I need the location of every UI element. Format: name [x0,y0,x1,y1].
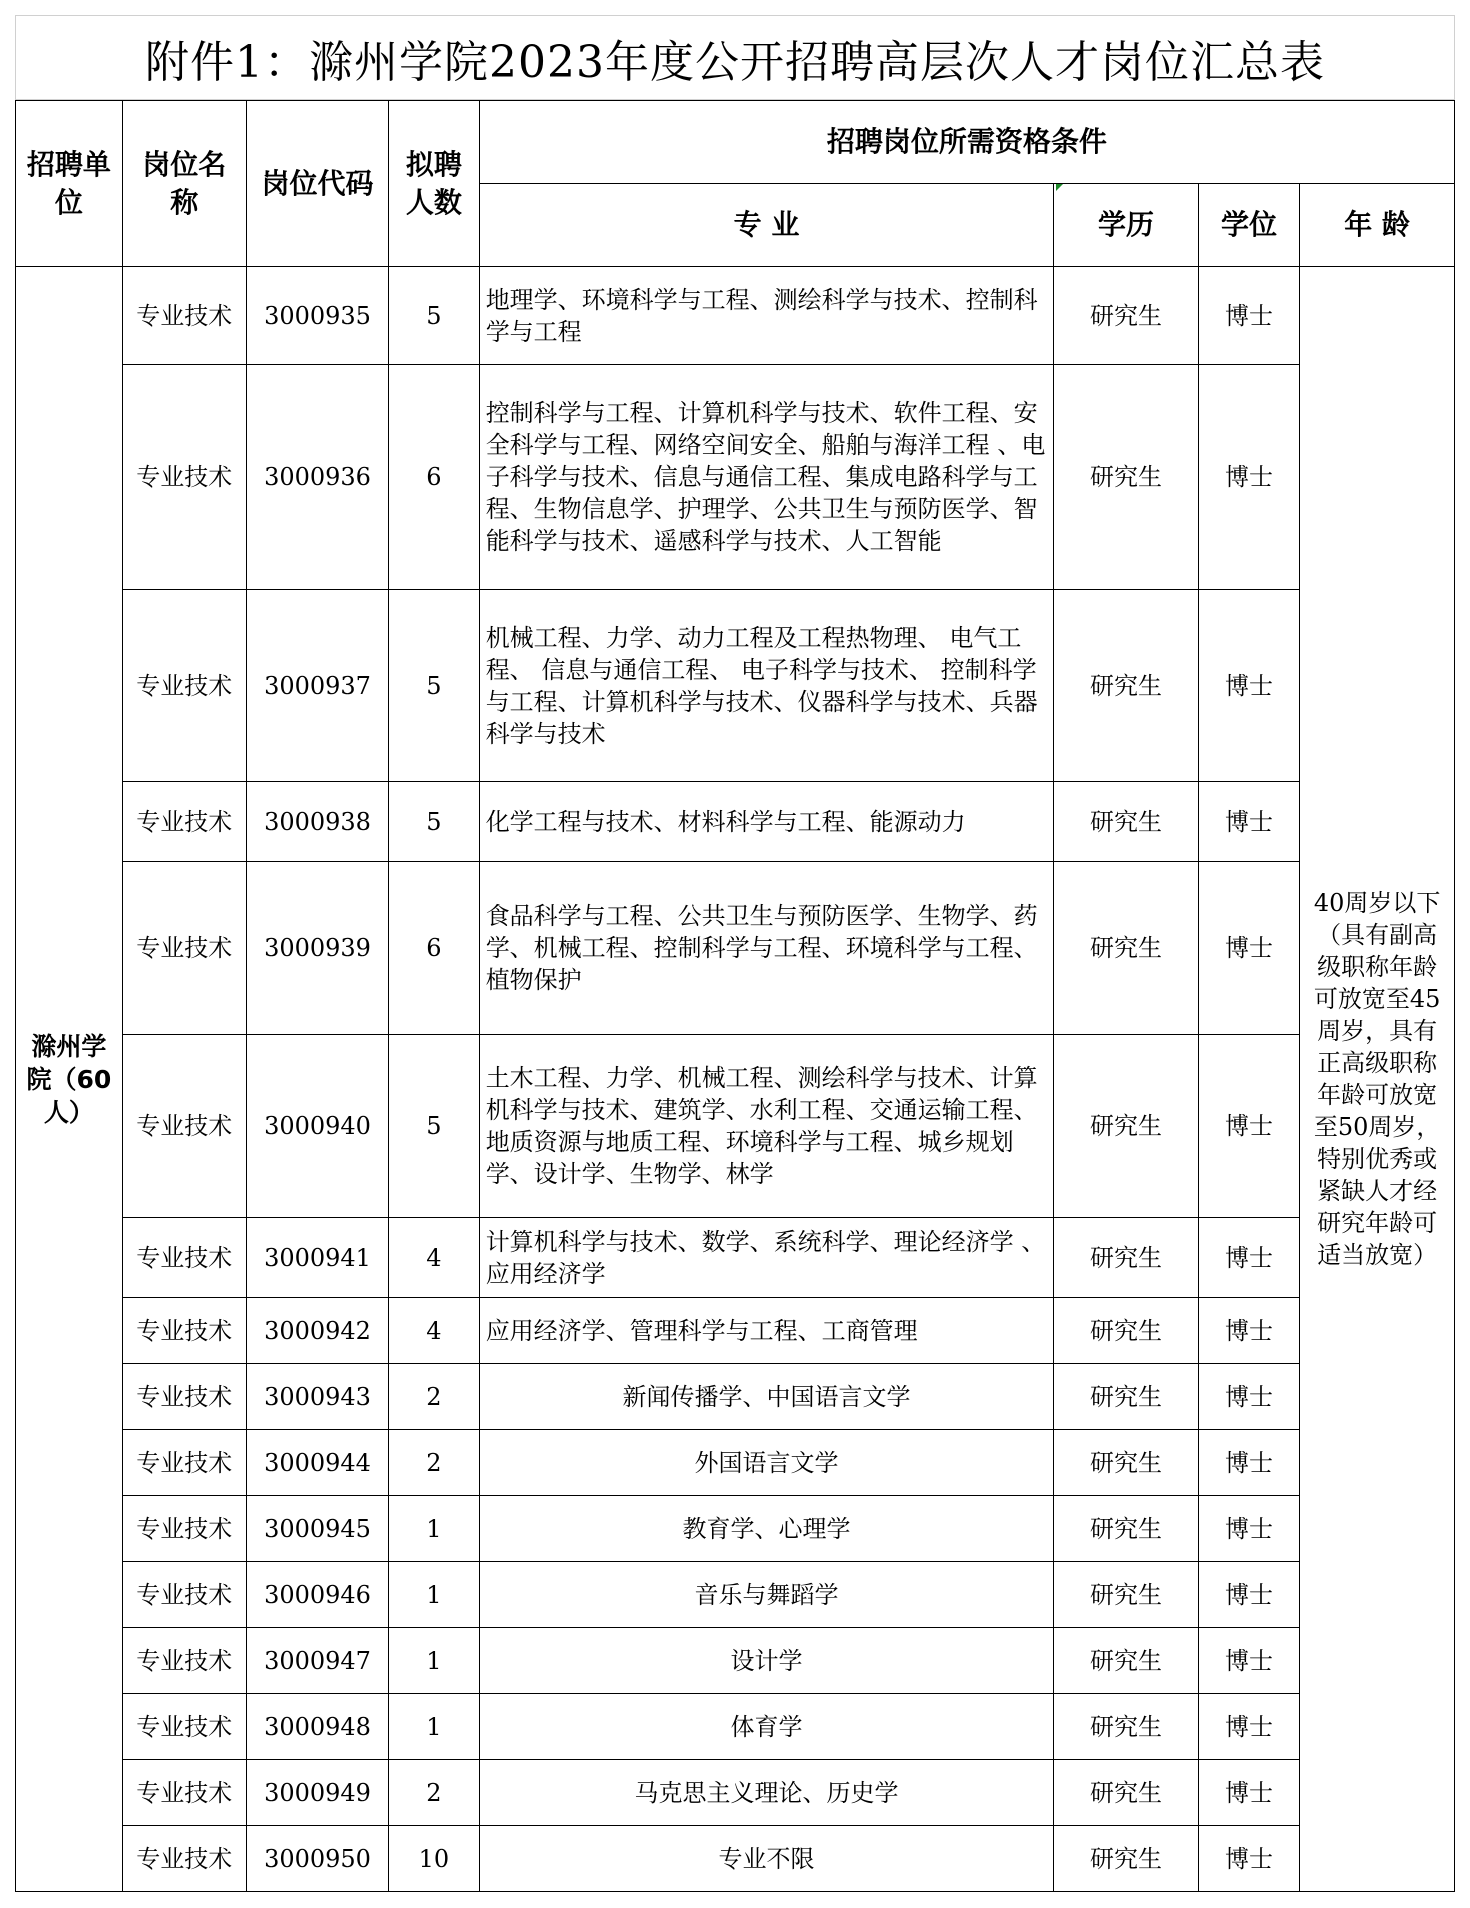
post-name-cell: 专业技术 [122,267,246,365]
post-name-cell: 专业技术 [122,590,246,782]
count-cell: 1 [389,1628,480,1694]
post-code-cell: 3000942 [246,1298,388,1364]
education-cell: 研究生 [1054,1562,1198,1628]
count-cell: 2 [389,1430,480,1496]
table-row [16,1760,1455,1826]
major-cell: 计算机科学与技术、数学、系统科学、理论经济学 、应用经济学 [479,1218,1054,1298]
header-qualifications: 招聘岗位所需资格条件 [479,101,1454,184]
table-row [16,1035,1455,1218]
education-cell: 研究生 [1054,1628,1198,1694]
post-code-cell: 3000936 [246,365,388,590]
post-name-cell: 专业技术 [122,1496,246,1562]
age-requirement-cell: 40周岁以下（具有副高级职称年龄可放宽至45周岁，具有正高级职称年龄可放宽至50周岁，特别优秀或紧缺人才经研究年龄可适当放宽） [1300,267,1455,1892]
post-name-cell: 专业技术 [122,1035,246,1218]
degree-cell: 博士 [1198,862,1300,1035]
degree-cell: 博士 [1198,1496,1300,1562]
major-cell: 控制科学与工程、计算机科学与技术、软件工程、安全科学与工程、网络空间安全、船舶与海洋工程 、电子科学与技术、信息与通信工程、集成电路科学与工程、生物信息学、护理学、公共卫生与预防医学、智能科学与技术、遥感科学与技术、人工智能 [479,365,1054,590]
education-cell: 研究生 [1054,1298,1198,1364]
education-cell: 研究生 [1054,1760,1198,1826]
table-row [16,1694,1455,1760]
table-row [16,1826,1455,1892]
table-row [16,1218,1455,1298]
count-cell: 5 [389,1035,480,1218]
education-cell: 研究生 [1054,1496,1198,1562]
degree-cell: 博士 [1198,1364,1300,1430]
degree-cell: 博士 [1198,1826,1300,1892]
post-code-cell: 3000947 [246,1628,388,1694]
degree-cell: 博士 [1198,1760,1300,1826]
post-name-cell: 专业技术 [122,1628,246,1694]
degree-cell: 博士 [1198,1628,1300,1694]
post-name-cell: 专业技术 [122,1298,246,1364]
post-code-cell: 3000950 [246,1826,388,1892]
education-cell: 研究生 [1054,1218,1198,1298]
table-row [16,1298,1455,1364]
major-cell: 化学工程与技术、材料科学与工程、能源动力 [479,782,1054,862]
header-major: 专 业 [479,184,1054,267]
table-row [16,1364,1455,1430]
post-code-cell: 3000940 [246,1035,388,1218]
education-cell: 研究生 [1054,267,1198,365]
major-cell: 土木工程、力学、机械工程、测绘科学与技术、计算机科学与技术、建筑学、水利工程、交通运输工程、地质资源与地质工程、环境科学与工程、城乡规划学、设计学、生物学、林学 [479,1035,1054,1218]
unit-cell: 滁州学院（60人） [16,267,123,1892]
degree-cell: 博士 [1198,590,1300,782]
major-cell: 教育学、心理学 [479,1496,1054,1562]
table-row [16,1628,1455,1694]
education-cell: 研究生 [1054,1430,1198,1496]
header-degree: 学位 [1198,184,1300,267]
degree-cell: 博士 [1198,1694,1300,1760]
degree-cell: 博士 [1198,1430,1300,1496]
count-cell: 5 [389,782,480,862]
table-row [16,1562,1455,1628]
major-cell: 专业不限 [479,1826,1054,1892]
count-cell: 1 [389,1562,480,1628]
post-name-cell: 专业技术 [122,1826,246,1892]
count-cell: 6 [389,365,480,590]
count-cell: 10 [389,1826,480,1892]
post-name-cell: 专业技术 [122,1760,246,1826]
education-cell: 研究生 [1054,365,1198,590]
degree-cell: 博士 [1198,1218,1300,1298]
count-cell: 5 [389,590,480,782]
post-name-cell: 专业技术 [122,782,246,862]
degree-cell: 博士 [1198,1035,1300,1218]
degree-cell: 博士 [1198,267,1300,365]
post-name-cell: 专业技术 [122,1430,246,1496]
table-row [16,1430,1455,1496]
post-name-cell: 专业技术 [122,1694,246,1760]
post-code-cell: 3000937 [246,590,388,782]
major-cell: 体育学 [479,1694,1054,1760]
header-age: 年 龄 [1300,184,1455,267]
post-code-cell: 3000943 [246,1364,388,1430]
degree-cell: 博士 [1198,365,1300,590]
count-cell: 4 [389,1298,480,1364]
major-cell: 地理学、环境科学与工程、测绘科学与技术、控制科学与工程 [479,267,1054,365]
major-cell: 设计学 [479,1628,1054,1694]
post-name-cell: 专业技术 [122,1218,246,1298]
degree-cell: 博士 [1198,1298,1300,1364]
header-education: 学历 [1054,184,1198,267]
count-cell: 6 [389,862,480,1035]
degree-cell: 博士 [1198,782,1300,862]
post-name-cell: 专业技术 [122,1562,246,1628]
cell-comment-marker [1056,184,1063,191]
count-cell: 2 [389,1364,480,1430]
document-title: 附件1：滁州学院2023年度公开招聘高层次人才岗位汇总表 [15,15,1455,100]
education-cell: 研究生 [1054,782,1198,862]
post-code-cell: 3000948 [246,1694,388,1760]
major-cell: 新闻传播学、中国语言文学 [479,1364,1054,1430]
count-cell: 1 [389,1694,480,1760]
degree-cell: 博士 [1198,1562,1300,1628]
education-cell: 研究生 [1054,1826,1198,1892]
education-cell: 研究生 [1054,1694,1198,1760]
post-code-cell: 3000949 [246,1760,388,1826]
post-name-cell: 专业技术 [122,862,246,1035]
post-code-cell: 3000939 [246,862,388,1035]
table-row [16,1496,1455,1562]
post-code-cell: 3000945 [246,1496,388,1562]
major-cell: 外国语言文学 [479,1430,1054,1496]
count-cell: 2 [389,1760,480,1826]
post-name-cell: 专业技术 [122,1364,246,1430]
table-row [16,267,1455,365]
post-code-cell: 3000938 [246,782,388,862]
document-sheet [15,15,1455,1892]
post-code-cell: 3000941 [246,1218,388,1298]
major-cell: 食品科学与工程、公共卫生与预防医学、生物学、药学、机械工程、控制科学与工程、环境科学与工程、植物保护 [479,862,1054,1035]
major-cell: 应用经济学、管理科学与工程、工商管理 [479,1298,1054,1364]
count-cell: 1 [389,1496,480,1562]
count-cell: 5 [389,267,480,365]
major-cell: 音乐与舞蹈学 [479,1562,1054,1628]
education-cell: 研究生 [1054,1364,1198,1430]
education-cell: 研究生 [1054,1035,1198,1218]
major-cell: 马克思主义理论、历史学 [479,1760,1054,1826]
post-code-cell: 3000935 [246,267,388,365]
recruitment-table [15,100,1455,1892]
major-cell: 机械工程、力学、动力工程及工程热物理、 电气工程、 信息与通信工程、 电子科学与技术、 控制科学与工程、计算机科学与技术、仪器科学与技术、兵器科学与技术 [479,590,1054,782]
post-name-cell: 专业技术 [122,365,246,590]
table-row [16,862,1455,1035]
header-post-code: 岗位代码 [246,101,388,267]
header-unit: 招聘单位 [16,101,123,267]
table-row [16,365,1455,590]
post-code-cell: 3000944 [246,1430,388,1496]
table-row [16,590,1455,782]
header-count: 拟聘人数 [389,101,480,267]
education-cell: 研究生 [1054,590,1198,782]
table-row [16,782,1455,862]
education-cell: 研究生 [1054,862,1198,1035]
header-post-name: 岗位名称 [122,101,246,267]
post-code-cell: 3000946 [246,1562,388,1628]
count-cell: 4 [389,1218,480,1298]
